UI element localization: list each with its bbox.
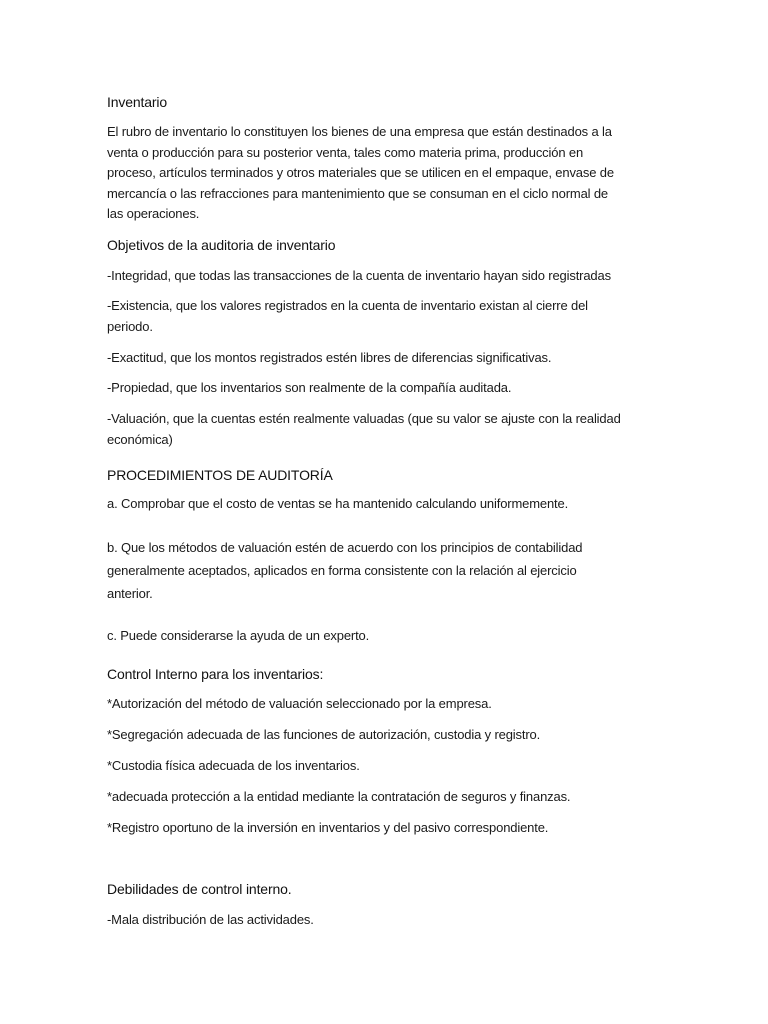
procedure-item-b: b. Que los métodos de valuación estén de acuerdo con los principios de contabilidad bbox=[107, 540, 583, 555]
list-item-integridad: -Integridad, que todas las transacciones de la cuenta de inventario hayan sido registradas bbox=[107, 268, 611, 283]
control-item: *Registro oportuno de la inversión en inventarios y del pasivo correspondiente. bbox=[107, 820, 549, 835]
section-title-objetivos: Objetivos de la auditoria de inventario bbox=[107, 237, 336, 253]
section-title-inventario: Inventario bbox=[107, 94, 167, 110]
procedure-item-b-cont: generalmente aceptados, aplicados en forma consistente con la relación al ejercicio bbox=[107, 563, 577, 578]
paragraph-line: El rubro de inventario lo constituyen los bienes de una empresa que están destinados a la bbox=[107, 124, 612, 139]
section-title-debilidades: Debilidades de control interno. bbox=[107, 881, 292, 897]
paragraph-line: mercancía o las refracciones para mantenimiento que se consuman en el ciclo normal de bbox=[107, 185, 609, 201]
paragraph-line: proceso, artículos terminados y otros materiales que se utilicen en el empaque, envase de bbox=[107, 165, 614, 180]
list-item-valuacion: -Valuación, que la cuentas estén realmente valuadas (que su valor se ajuste con la realidad bbox=[107, 411, 621, 426]
list-item-existencia: -Existencia, que los valores registrados en la cuenta de inventario existan al cierre del bbox=[107, 298, 588, 313]
list-item-existencia-cont: periodo. bbox=[107, 318, 153, 334]
procedure-item-a: a. Comprobar que el costo de ventas se ha mantenido calculando uniformemente. bbox=[107, 496, 569, 511]
section-title-control-interno: Control Interno para los inventarios: bbox=[107, 666, 324, 682]
weakness-item: -Mala distribución de las actividades. bbox=[107, 912, 314, 927]
procedure-item-b-cont: anterior. bbox=[107, 586, 153, 601]
list-item-exactitud: -Exactitud, que los montos registrados estén libres de diferencias significativas. bbox=[107, 350, 552, 365]
control-item: *Autorización del método de valuación seleccionado por la empresa. bbox=[107, 696, 492, 711]
section-title-procedimientos: PROCEDIMIENTOS DE AUDITORÍA bbox=[107, 467, 333, 483]
paragraph-line: venta o producción para su posterior venta, tales como materia prima, producción en bbox=[107, 144, 584, 160]
control-item: *Custodia física adecuada de los inventarios. bbox=[107, 758, 360, 773]
control-item: *Segregación adecuada de las funciones de autorización, custodia y registro. bbox=[107, 727, 541, 742]
paragraph-line: las operaciones. bbox=[107, 206, 200, 221]
list-item-valuacion-cont: económica) bbox=[107, 431, 173, 447]
control-item: *adecuada protección a la entidad mediante la contratación de seguros y finanzas. bbox=[107, 789, 571, 804]
procedure-item-c: c. Puede considerarse la ayuda de un experto. bbox=[107, 628, 370, 643]
list-item-propiedad: -Propiedad, que los inventarios son realmente de la compañía auditada. bbox=[107, 380, 512, 395]
